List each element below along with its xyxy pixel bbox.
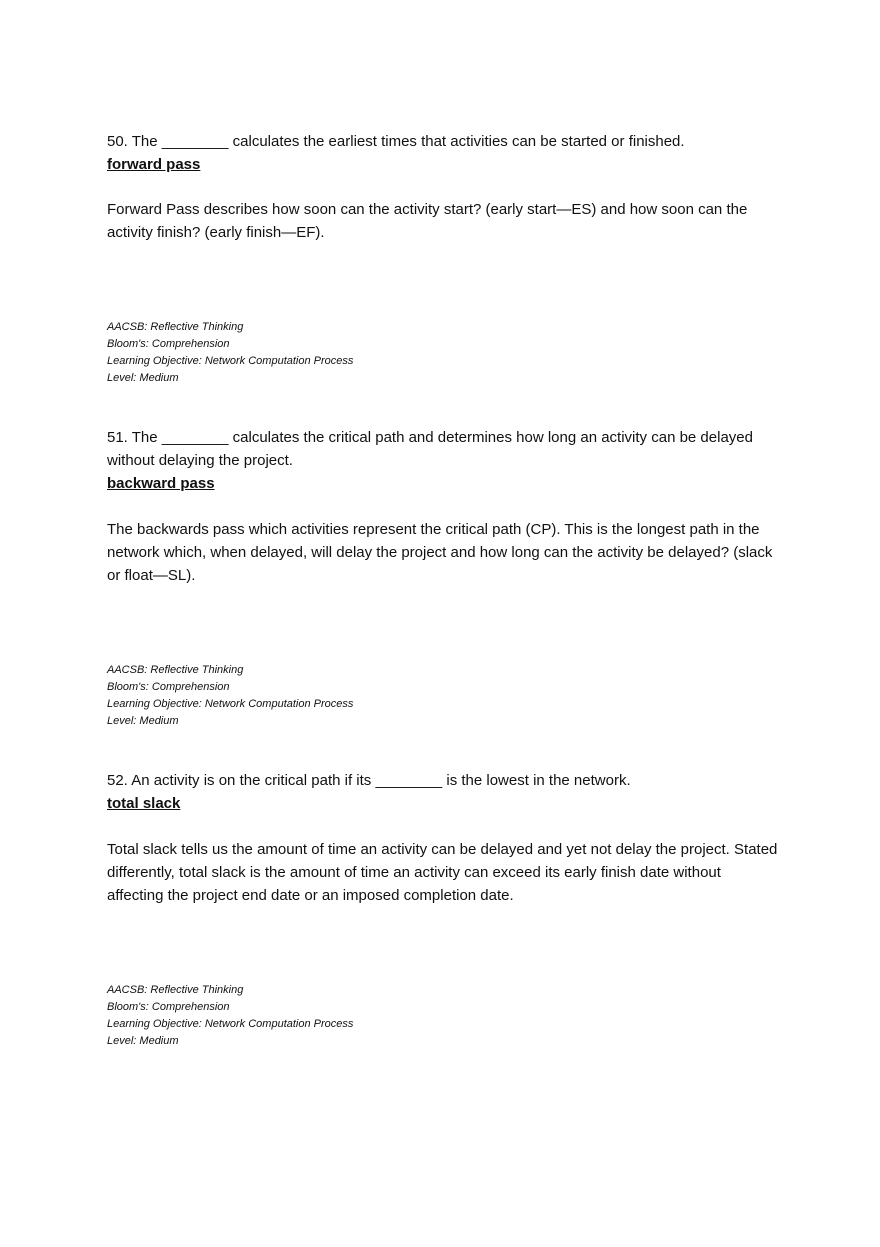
explanation-line: activity finish? (early finish—EF). [107, 224, 325, 241]
meta-blooms: Bloom's: Comprehension [107, 338, 230, 350]
question-52 [107, 769, 787, 815]
meta-blooms: Bloom's: Comprehension [107, 1001, 230, 1013]
explanation-52 [107, 838, 787, 907]
meta-level: Level: Medium [107, 715, 179, 727]
question-51 [107, 426, 787, 495]
meta-blooms: Bloom's: Comprehension [107, 681, 230, 693]
answer: total slack [107, 795, 181, 812]
meta-level: Level: Medium [107, 372, 179, 384]
meta-objective: Learning Objective: Network Computation Process [107, 1018, 354, 1030]
explanation-50 [107, 198, 787, 244]
explanation-line: or float—SL). [107, 567, 196, 584]
answer: backward pass [107, 475, 215, 492]
question-text: 50. The ________ calculates the earliest times that activities can be started or finished. [107, 133, 685, 150]
explanation-line: Total slack tells us the amount of time an activity can be delayed and yet not delay the project. Stated [107, 841, 778, 858]
question-text: 51. The ________ calculates the critical path and determines how long an activity can be delayed [107, 429, 753, 446]
explanation-line: Forward Pass describes how soon can the activity start? (early start—ES) and how soon can the [107, 201, 748, 218]
meta-51 [107, 662, 353, 730]
meta-objective: Learning Objective: Network Computation Process [107, 698, 354, 710]
meta-50 [107, 319, 353, 387]
question-text: 52. An activity is on the critical path if its ________ is the lowest in the network. [107, 772, 631, 789]
meta-level: Level: Medium [107, 1035, 179, 1047]
question-text: without delaying the project. [107, 452, 293, 469]
explanation-line: differently, total slack is the amount of time an activity can exceed its early finish date without [107, 864, 721, 881]
meta-objective: Learning Objective: Network Computation Process [107, 355, 354, 367]
explanation-line: network which, when delayed, will delay the project and how long can the activity be delayed? (slack [107, 544, 773, 561]
answer: forward pass [107, 156, 201, 173]
meta-aacsb: AACSB: Reflective Thinking [107, 984, 244, 996]
meta-52 [107, 982, 353, 1050]
explanation-line: The backwards pass which activities represent the critical path (CP). This is the longest path in the [107, 521, 760, 538]
explanation-51 [107, 518, 787, 587]
meta-aacsb: AACSB: Reflective Thinking [107, 664, 244, 676]
question-50 [107, 130, 787, 176]
meta-aacsb: AACSB: Reflective Thinking [107, 321, 244, 333]
explanation-line: affecting the project end date or an imposed completion date. [107, 887, 514, 904]
